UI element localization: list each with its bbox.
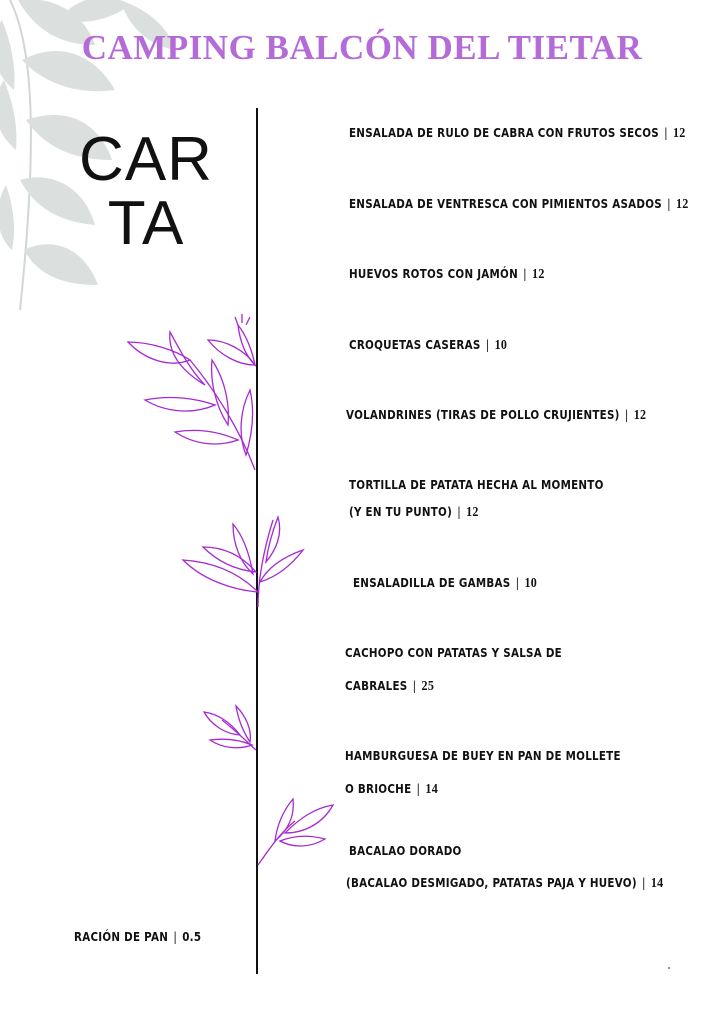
menu-item: (Y EN TU PUNTO) | 12	[349, 505, 479, 520]
menu-item: HUEVOS ROTOS CON JAMÓN | 12	[349, 267, 545, 282]
menu-item-name: HUEVOS ROTOS CON JAMÓN	[349, 267, 518, 281]
lavender-sprig-icon	[200, 700, 265, 755]
menu-item-price: 10	[494, 338, 508, 353]
menu-item: ENSALADA DE VENTRESCA CON PIMIENTOS ASADOS | 12	[349, 197, 689, 212]
decorative-dot	[668, 967, 670, 969]
lavender-sprig-icon	[255, 793, 335, 868]
menu-item-name: (BACALAO DESMIGADO, PATATAS PAJA Y HUEVO)	[346, 876, 637, 890]
menu-item-bread: RACIÓN DE PAN | 0.5	[74, 930, 202, 944]
menu-item-name: (Y EN TU PUNTO)	[349, 505, 453, 519]
menu-item-price: 10	[524, 576, 538, 591]
lavender-sprig-icon	[120, 310, 265, 480]
menu-item: ENSALADA DE RULO DE CABRA CON FRUTOS SECOS | 12	[349, 126, 686, 141]
carta-heading-line1: CAR	[79, 125, 213, 194]
menu-item-price: 12	[532, 267, 545, 282]
menu-item-name: CROQUETAS CASERAS	[349, 338, 481, 352]
carta-heading-line2: TA	[107, 189, 185, 258]
menu-item-price: 12	[466, 505, 479, 520]
menu-item	[345, 646, 562, 660]
menu-item-name: ENSALADA DE VENTRESCA CON PIMIENTOS ASADOS	[349, 197, 662, 211]
menu-item: CROQUETAS CASERAS | 10	[349, 338, 508, 353]
menu-item-name: RACIÓN DE PAN	[74, 930, 169, 944]
menu-item	[349, 844, 462, 858]
menu-item-name: CACHOPO CON PATATAS Y SALSA DE	[345, 646, 562, 660]
menu-item	[349, 478, 604, 492]
menu-item-name: ENSALADA DE RULO DE CABRA CON FRUTOS SECOS	[349, 126, 659, 140]
menu-item: ENSALADILLA DE GAMBAS | 10	[353, 576, 538, 591]
carta-heading	[56, 125, 236, 258]
menu-item-name: VOLANDRINES (TIRAS DE POLLO CRUJIENTES)	[346, 408, 620, 422]
menu-item-name: CABRALES	[345, 679, 408, 693]
menu-item: O BRIOCHE | 14	[345, 782, 439, 797]
menu-item: (BACALAO DESMIGADO, PATATAS PAJA Y HUEVO) | 14	[346, 876, 664, 891]
menu-item: VOLANDRINES (TIRAS DE POLLO CRUJIENTES) | 12	[346, 408, 647, 423]
menu-item-name: HAMBURGUESA DE BUEY EN PAN DE MOLLETE	[345, 749, 621, 763]
menu-item	[345, 749, 621, 763]
page-title: CAMPING BALCÓN DEL TIETAR	[81, 28, 643, 67]
menu-item-price: 14	[425, 782, 439, 797]
menu-item-name: ENSALADILLA DE GAMBAS	[353, 576, 511, 590]
menu-item-price: 12	[676, 197, 689, 212]
menu-item: CABRALES | 25	[345, 679, 435, 694]
lavender-sprig-icon	[178, 512, 308, 612]
menu-item-name: O BRIOCHE	[345, 782, 412, 796]
menu-item-name: TORTILLA DE PATATA HECHA AL MOMENTO	[349, 478, 604, 492]
menu-item-price: 0.5	[182, 930, 202, 944]
menu-item-price: 12	[673, 126, 686, 141]
menu-item-name: BACALAO DORADO	[349, 844, 462, 858]
menu-item-price: 12	[633, 408, 647, 423]
menu-item-price: 25	[421, 679, 435, 694]
menu-item-price: 14	[650, 876, 664, 891]
